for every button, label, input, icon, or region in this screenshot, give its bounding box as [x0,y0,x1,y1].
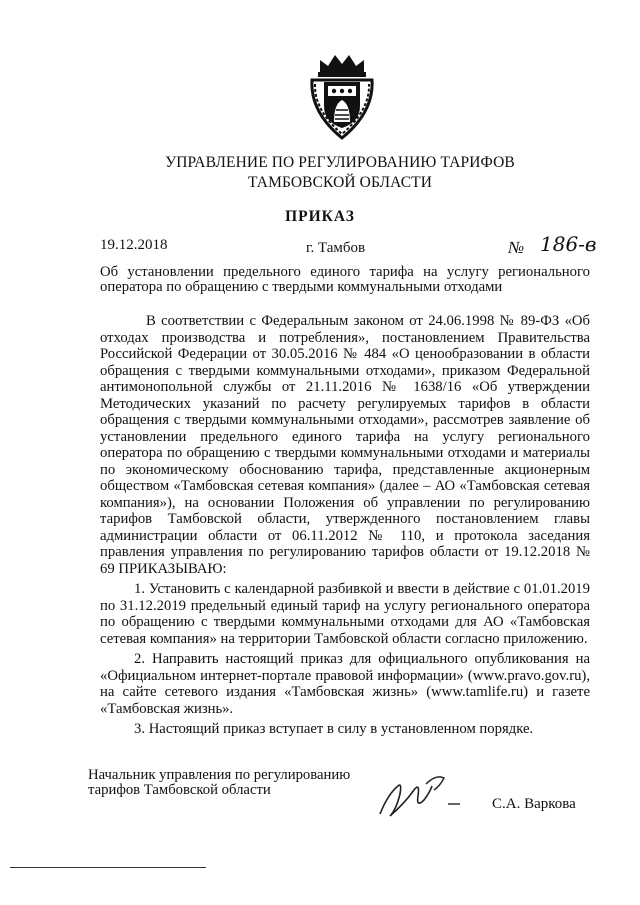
org-name-line1: УПРАВЛЕНИЕ ПО РЕГУЛИРОВАНИЮ ТАРИФОВ [165,154,515,171]
signatory-name: С.А. Варкова [492,796,576,812]
order-item-2: 2. Направить настоящий приказ для официального опубликования на «Официальном интернет-портале правовой информации» (www.pravo.gov.ru), на сайте сетевого издания «Тамбовская жизнь» (www.tamlife.ru) и газете «Тамбовская жизнь». [100,651,590,717]
document-date: 19.12.2018 [100,237,168,253]
handwritten-signature-icon [368,764,468,824]
signatory-position: Начальник управления по регулированию тарифов Тамбовской области [88,767,351,798]
document-body [100,313,590,738]
document-number-handwritten: 186-в [540,232,597,256]
org-name-line2: ТАМБОВСКОЙ ОБЛАСТИ [248,174,432,191]
footer-divider [10,867,206,868]
document-number-label: № [508,238,525,257]
order-item-3: 3. Настоящий приказ вступает в силу в установленном порядке. [134,721,534,737]
document-city: г. Тамбов [306,240,366,256]
order-item-1: 1. Установить с календарной разбивкой и ввести в действие с 01.01.2019 по 31.12.2019 предельный единый тариф на услугу регионального оператора по обращению с твердыми коммунальными отходами для АО «Тамбовская сетевая компания» на территории Тамбовской области согласно приложению. [100,581,590,647]
preamble-paragraph: В соответствии с Федеральным законом от 24.06.1998 № 89-ФЗ «Об отходах производства и потребления», постановлением Правительства Российской Федерации от 30.05.2016 № 484 «О ценообразовании в области обращения с твердыми коммунальными отходами», приказом Федеральной антимонопольной службы от 21.11.2016 № 1638/16 «Об утверждении Методических указаний по расчету регулируемых тарифов в области обращения с твердыми коммунальными отходами», рассмотрев заявление об установлении предельного единого тарифа на услугу регионального оператора по обращению с твердыми коммунальными отходами и материалы по экономическому обоснованию тарифа, представленные акционерным обществом «Тамбовская сетевая компания» (далее – АО «Тамбовская сетевая компания»), на основании Положения об управлении по регулированию тарифов Тамбовской области, утвержденного постановлением главы администрации области от 06.11.2012 № 110, и протокола заседания правления управления по регулированию тарифов области от 19.12.2018 № 69 ПРИКАЗЫВАЮ: [100,313,590,577]
document-subject: Об установлении предельного единого тарифа на услугу регионального оператора по обращению с твердыми коммунальными отходами [100,264,590,295]
document-title: ПРИКАЗ [285,208,355,225]
coat-of-arms-icon [306,52,378,142]
